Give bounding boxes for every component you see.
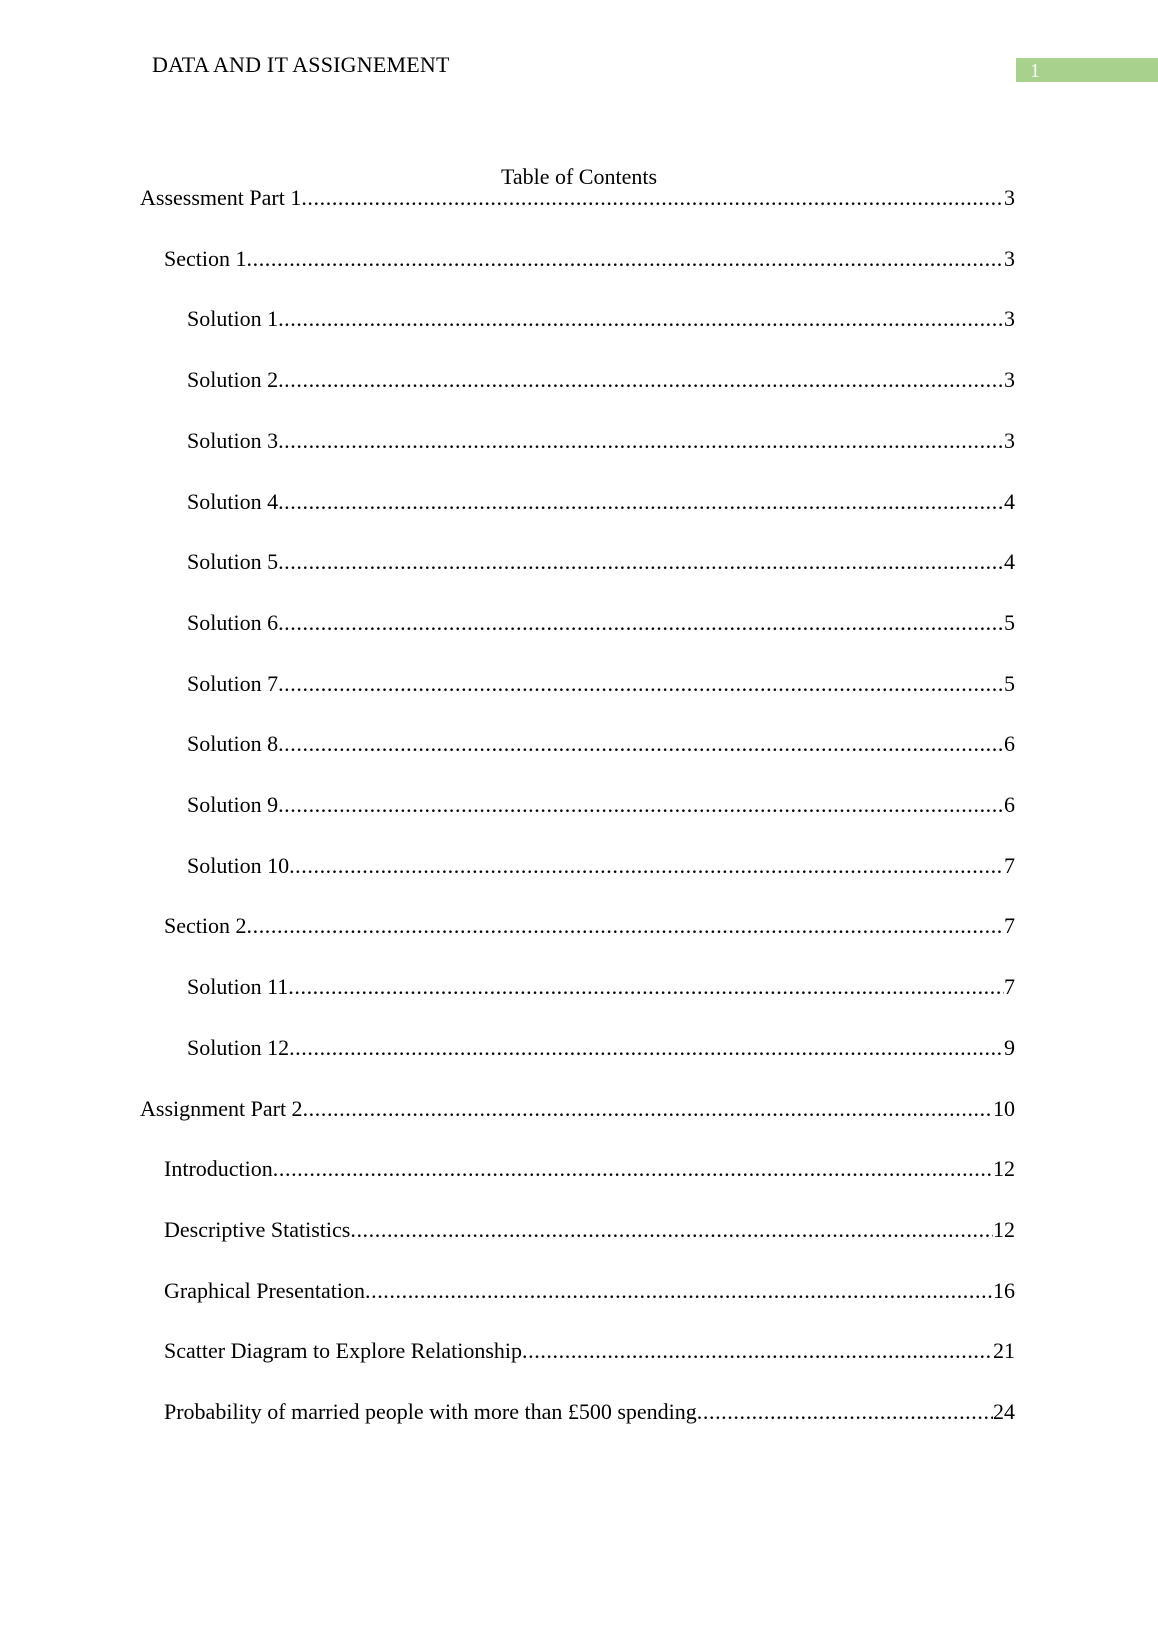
toc-entry-page-number: 3 [1004, 185, 1015, 210]
toc-entry[interactable] [164, 912, 1015, 940]
toc-entry-label: Assessment Part 1 [140, 185, 302, 210]
toc-entry-page-number: 3 [1004, 428, 1015, 453]
toc-entry[interactable] [140, 184, 1015, 212]
toc-entry[interactable] [164, 245, 1015, 273]
toc-entry-label: Descriptive Statistics [164, 1217, 351, 1242]
toc-entry-page-number: 4 [1004, 489, 1015, 514]
toc-dot-leader [365, 1277, 993, 1305]
toc-entry[interactable] [187, 852, 1015, 880]
toc-entry-label: Probability of married people with more than £500 spending [164, 1399, 697, 1424]
toc-entry-page-number: 3 [1004, 246, 1015, 271]
toc-entry[interactable] [187, 366, 1015, 394]
toc-dot-leader [278, 548, 1004, 576]
page-number: 1 [1030, 60, 1040, 82]
toc-entry-page-number: 6 [1004, 731, 1015, 756]
toc-entry-label: Solution 2 [187, 367, 279, 392]
toc-entry[interactable] [187, 791, 1015, 819]
toc-entry[interactable] [140, 1095, 1015, 1123]
toc-entry-label: Assignment Part 2 [140, 1096, 303, 1121]
toc-dot-leader [278, 305, 1004, 333]
toc-entry-label: Introduction [164, 1156, 273, 1181]
toc-dot-leader [350, 1216, 993, 1244]
toc-entry-label: Graphical Presentation [164, 1278, 365, 1303]
toc-dot-leader [278, 427, 1004, 455]
toc-entry[interactable] [164, 1398, 1015, 1426]
toc-entry[interactable] [187, 973, 1015, 1001]
toc-entry-label: Solution 9 [187, 792, 279, 817]
toc-entry-label: Scatter Diagram to Explore Relationship [164, 1338, 523, 1363]
toc-entry-page-number: 7 [1004, 974, 1015, 999]
page-number-badge [1016, 58, 1158, 82]
toc-entry[interactable] [187, 1034, 1015, 1062]
toc-dot-leader [247, 912, 1005, 940]
toc-entry-page-number: 10 [993, 1096, 1015, 1121]
toc-entry[interactable] [187, 305, 1015, 333]
toc-entry[interactable] [187, 670, 1015, 698]
toc-dot-leader [289, 852, 1004, 880]
toc-entry-label: Solution 6 [187, 610, 279, 635]
toc-dot-leader [288, 973, 1004, 1001]
toc-dot-leader [278, 670, 1004, 698]
toc-entry-label: Solution 1 [187, 306, 279, 331]
toc-entry-label: Solution 4 [187, 489, 279, 514]
toc-entry-label: Solution 12 [187, 1035, 290, 1060]
toc-entry-page-number: 5 [1004, 610, 1015, 635]
toc-entry-page-number: 9 [1004, 1035, 1015, 1060]
toc-entry-page-number: 4 [1004, 549, 1015, 574]
running-header-title: DATA AND IT ASSIGNEMENT [152, 52, 450, 77]
toc-entry-page-number: 12 [993, 1156, 1015, 1181]
toc-dot-leader [278, 488, 1004, 516]
toc-entry-label: Section 1 [164, 246, 247, 271]
toc-entry-page-number: 24 [993, 1399, 1015, 1424]
toc-entry-page-number: 21 [993, 1338, 1015, 1363]
toc-entry-page-number: 7 [1004, 853, 1015, 878]
toc-dot-leader [278, 791, 1004, 819]
toc-entry[interactable] [187, 427, 1015, 455]
toc-entry[interactable] [187, 730, 1015, 758]
toc-dot-leader [697, 1398, 993, 1426]
toc-dot-leader [303, 1095, 993, 1123]
toc-entry-label: Solution 3 [187, 428, 279, 453]
toc-entry-label: Solution 5 [187, 549, 279, 574]
toc-entry-label: Solution 7 [187, 671, 279, 696]
toc-entry-page-number: 16 [993, 1278, 1015, 1303]
toc-entry-label: Solution 11 [187, 974, 289, 999]
toc-entry-page-number: 3 [1004, 306, 1015, 331]
toc-entry[interactable] [187, 609, 1015, 637]
toc-dot-leader [278, 366, 1004, 394]
toc-entry[interactable] [187, 488, 1015, 516]
toc-dot-leader [278, 609, 1004, 637]
toc-entry-page-number: 12 [993, 1217, 1015, 1242]
toc-entry-label: Solution 10 [187, 853, 290, 878]
toc-entry[interactable] [164, 1277, 1015, 1305]
toc-entry-page-number: 6 [1004, 792, 1015, 817]
toc-entry-label: Solution 8 [187, 731, 279, 756]
toc-entry-page-number: 3 [1004, 367, 1015, 392]
toc-dot-leader [522, 1337, 993, 1365]
toc-entry[interactable] [164, 1216, 1015, 1244]
toc-entry-label: Section 2 [164, 913, 247, 938]
toc-entry-page-number: 5 [1004, 671, 1015, 696]
toc-entry[interactable] [164, 1337, 1015, 1365]
toc-dot-leader [301, 184, 1004, 212]
toc-entry[interactable] [187, 548, 1015, 576]
toc-heading: Table of Contents [500, 164, 658, 189]
toc-dot-leader [273, 1155, 993, 1183]
toc-dot-leader [247, 245, 1005, 273]
toc-entry-page-number: 7 [1004, 913, 1015, 938]
toc-entry[interactable] [164, 1155, 1015, 1183]
toc-dot-leader [289, 1034, 1004, 1062]
toc-dot-leader [278, 730, 1004, 758]
